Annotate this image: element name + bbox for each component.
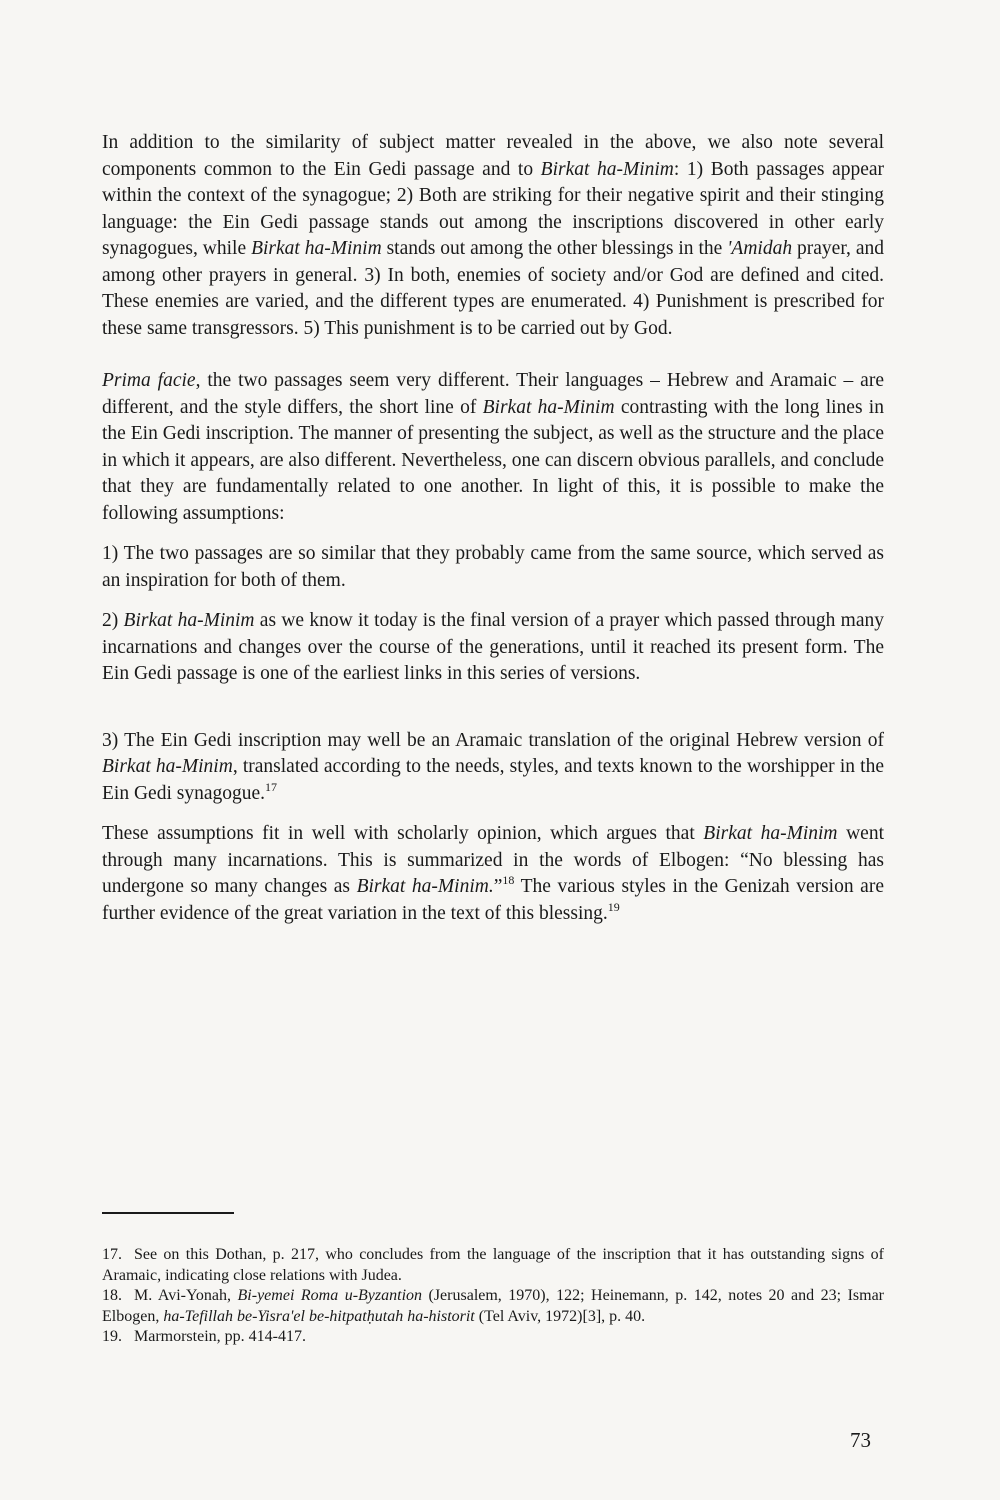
italic-text: Birkat ha-Minim <box>703 823 838 844</box>
text-run: went through many incarnations. This is summarized in the words of Elbogen: “No blessing has undergone so many changes as <box>102 823 884 897</box>
text-run: In addition to the similarity of subject matter revealed in the above, we also note several components common to the Ein Gedi passage and to <box>102 132 884 180</box>
paragraph <box>102 608 884 688</box>
text-run: as we know it today is the final version of a prayer which passed through many incarnations and changes over the course of the generations, until it reached its present form. The Ein Gedi passage is one of the earliest links in this series of versions. <box>102 610 884 684</box>
paragraph <box>102 728 884 808</box>
footnote-reference: 19 <box>607 899 620 914</box>
footnote-text <box>102 1246 884 1284</box>
footnote-text <box>134 1328 306 1345</box>
italic-text: ha-Tefillah be-Yisra'el be-hitpatḥutah ha-historit <box>163 1307 475 1325</box>
paragraph <box>102 130 884 342</box>
text-run: (Tel Aviv, 1972)[3], p. 40. <box>474 1307 646 1325</box>
text-run: , the two passages seem very different. Their languages – Hebrew and Aramaic – are different, and the style differs, the short line of <box>102 370 884 418</box>
italic-text: Birkat ha-Minim <box>123 610 255 631</box>
paragraph <box>102 541 884 594</box>
text-run: See on this Dothan, p. 217, who concludes from the language of the inscription that it has outstanding signs of Aramaic, indicating close relations with Judea. <box>102 1246 884 1284</box>
paragraph <box>102 821 884 927</box>
text-run: These assumptions fit in well with scholarly opinion, which argues that <box>102 823 704 844</box>
text-run: Marmorstein, pp. 414-417. <box>134 1328 306 1345</box>
footnote-reference: 18 <box>502 873 515 887</box>
italic-text: 'Amidah <box>727 238 793 259</box>
footnote-number: 19. <box>102 1328 122 1345</box>
text-run: M. Avi-Yonah, <box>134 1287 238 1304</box>
footnote <box>102 1286 884 1327</box>
text-run: 3) The Ein Gedi inscription may well be an Aramaic translation of the original Hebrew version of <box>102 729 884 751</box>
text-run: 2) <box>102 610 124 631</box>
italic-text: Birkat ha-Minim <box>251 238 382 259</box>
italic-text: Birkat ha-Minim <box>102 756 233 777</box>
italic-text: Birkat ha-Minim <box>482 396 615 418</box>
footnote-number: 18. <box>102 1287 122 1304</box>
footnote-text <box>102 1287 884 1325</box>
text-run: 1) The two passages are so similar that they probably came from the same source, which served as an inspiration for both of them. <box>102 543 884 591</box>
text-run: : 1) Both passages appear within the context of the synagogue; 2) Both are striking for their negative spirit and their stinging language: the Ein Gedi passage stands out among the inscriptions discovered in other early synagogues, while <box>102 158 884 259</box>
text-run: contrasting with the long lines in the Ein Gedi inscription. The manner of presenting the subject, as well as the structure and the place in which it appears, are also different. Nevertheless, one can discern obvious parallels, and conclude that they are fundamentally related to one another. In light of this, it is possible to make the following assumptions: <box>102 396 884 524</box>
text-run: The various styles in the Genizah version are further evidence of the great variation in the text of this blessing. <box>102 876 884 924</box>
page-number: 73 <box>850 1428 871 1452</box>
body-text <box>102 130 884 927</box>
footnote-divider <box>102 1212 234 1214</box>
footnote <box>102 1245 884 1286</box>
italic-text: Prima facie <box>102 370 196 391</box>
italic-text: Birkat ha-Minim <box>540 158 674 180</box>
footnote-number: 17. <box>102 1246 122 1263</box>
text-run: stands out among the other blessings in the <box>381 238 728 259</box>
paragraph <box>102 368 884 527</box>
text-run: , translated according to the needs, styles, and texts known to the worshipper in the Ein Gedi synagogue. <box>102 756 884 804</box>
italic-text: Bi-yemei Roma u-Byzantion <box>237 1287 423 1304</box>
text-run: ” <box>493 876 503 897</box>
footnotes <box>102 1245 884 1348</box>
footnote <box>102 1327 884 1348</box>
text-run: prayer, and among other prayers in general. 3) In both, enemies of society and/or God are defined and cited. These enemies are varied, and the different types are enumerated. 4) Punishment is prescribed for these same transgressors. 5) This punishment is to be carried out by God. <box>102 238 884 339</box>
text-run: (Jerusalem, 1970), 122; Heinemann, p. 142, notes 20 and 23; Ismar Elbogen, <box>102 1287 885 1325</box>
italic-text: Birkat ha-Minim. <box>356 876 494 897</box>
footnote-reference: 17 <box>265 779 278 794</box>
